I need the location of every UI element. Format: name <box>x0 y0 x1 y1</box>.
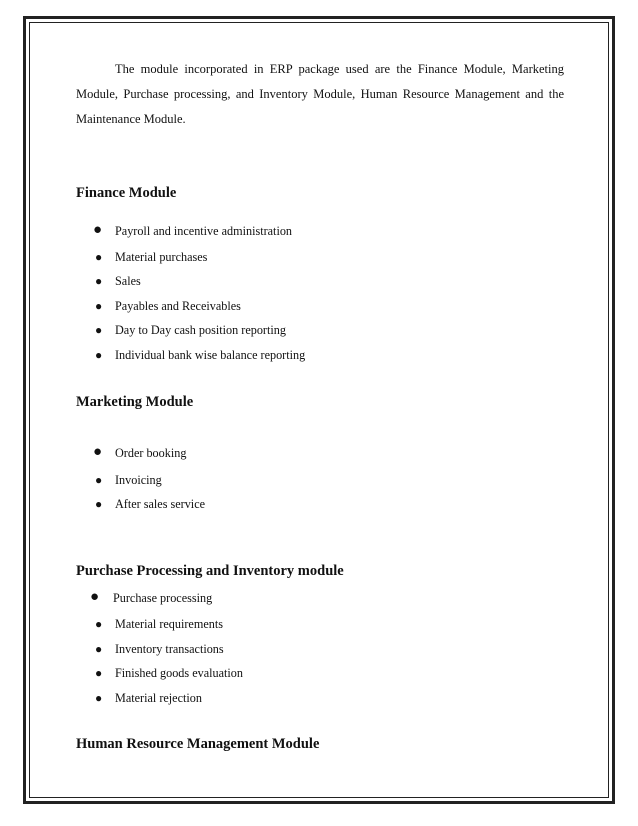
bullet-icon: ● <box>95 274 103 288</box>
bullet-icon: ● <box>90 589 100 605</box>
bullet-icon: ● <box>95 299 103 313</box>
bullet-icon: ● <box>95 666 103 680</box>
bullet-icon: ● <box>95 497 103 511</box>
bullet-icon: ● <box>95 642 103 656</box>
bullet-icon: ● <box>95 691 103 705</box>
bullet-icon: ● <box>95 473 103 487</box>
section-heading-purchase-inventory: Purchase Processing and Inventory module <box>76 563 344 579</box>
intro-paragraph: The module incorporated in ERP package used are the Finance Module, Marketing Module, Purchase processing, and Inventory Module, Human Resource Management and the Maintenance Module. <box>76 61 564 126</box>
section-heading-marketing: Marketing Module <box>76 394 194 410</box>
section-heading-finance: Finance Module <box>76 185 177 201</box>
bullet-icon: ● <box>95 323 103 337</box>
bullet-icon: ● <box>95 617 103 631</box>
bullet-icon: ● <box>93 444 103 460</box>
bullet-icon: ● <box>95 250 103 264</box>
section-heading-human-resource: Human Resource Management Module <box>76 736 320 752</box>
bullet-icon: ● <box>93 222 103 238</box>
bullet-icon: ● <box>95 348 103 362</box>
